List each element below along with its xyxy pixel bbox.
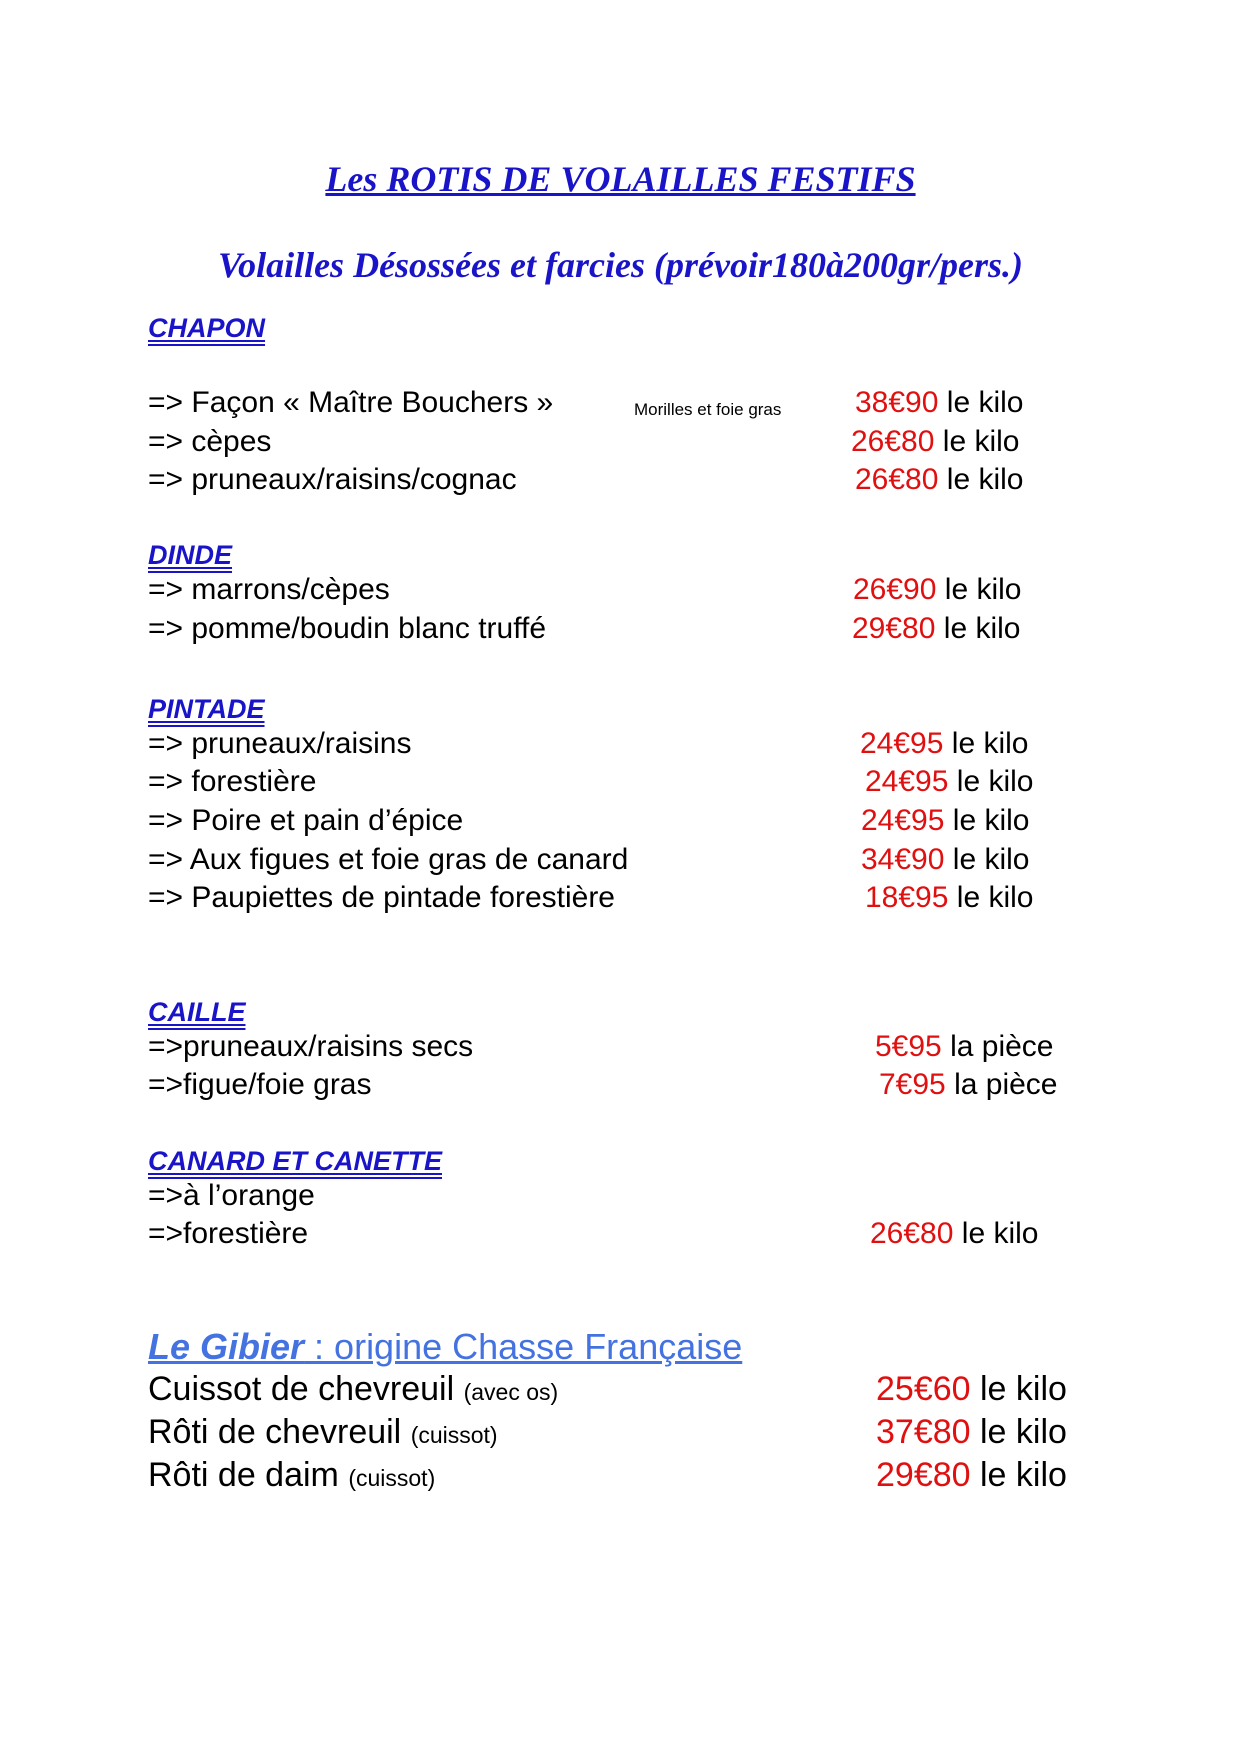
- section-heading-canard: CANARD ET CANETTE: [148, 1146, 442, 1176]
- menu-item: => Paupiettes de pintade forestière: [148, 881, 615, 914]
- menu-item: =>figue/foie gras: [148, 1068, 372, 1101]
- menu-item: => marrons/cèpes: [148, 573, 390, 606]
- item-price: 26€90 le kilo: [853, 573, 1022, 606]
- menu-item: => Poire et pain d’épice: [148, 804, 464, 837]
- item-price: 26€80 le kilo: [855, 463, 1024, 496]
- menu-item: =>à l’orange: [148, 1179, 315, 1212]
- item-price: 26€80 le kilo: [870, 1217, 1039, 1250]
- section-heading-chapon: CHAPON: [148, 313, 266, 343]
- menu-item: Cuissot de chevreuil (avec os): [148, 1370, 559, 1408]
- item-price: 29€80 le kilo: [876, 1456, 1067, 1494]
- item-price: 7€95 la pièce: [879, 1068, 1058, 1101]
- section-heading-pintade: PINTADE: [148, 694, 265, 724]
- menu-item: => pruneaux/raisins: [148, 727, 412, 760]
- item-price: 34€90 le kilo: [861, 843, 1030, 876]
- item-price: 25€60 le kilo: [876, 1370, 1067, 1408]
- menu-item: => Aux figues et foie gras de canard: [148, 843, 629, 876]
- menu-item: => forestière: [148, 765, 317, 798]
- menu-item: => cèpes: [148, 425, 272, 458]
- item-price: 24€95 le kilo: [861, 804, 1030, 837]
- item-price: 38€90 le kilo: [855, 386, 1024, 419]
- item-price: 29€80 le kilo: [852, 612, 1021, 645]
- menu-item: Rôti de daim (cuissot): [148, 1456, 436, 1494]
- item-price: 18€95 le kilo: [865, 881, 1034, 914]
- menu-item: => pruneaux/raisins/cognac: [148, 463, 517, 496]
- menu-item: =>pruneaux/raisins secs: [148, 1030, 474, 1063]
- item-price: 37€80 le kilo: [876, 1413, 1067, 1451]
- section-heading-gibier: Le Gibier : origine Chasse Française: [148, 1326, 743, 1367]
- item-price: 26€80 le kilo: [851, 425, 1020, 458]
- item-price: 5€95 la pièce: [875, 1030, 1054, 1063]
- item-price: 24€95 le kilo: [865, 765, 1034, 798]
- menu-item: =>forestière: [148, 1217, 309, 1250]
- menu-item: => Façon « Maître Bouchers »: [148, 386, 554, 419]
- menu-item: => pomme/boudin blanc truffé: [148, 612, 547, 645]
- menu-item: Rôti de chevreuil (cuissot): [148, 1413, 498, 1451]
- item-note: Morilles et foie gras: [634, 400, 782, 419]
- page-subtitle: Volailles Désossées et farcies (prévoir180à200gr/pers.): [218, 245, 1023, 285]
- section-heading-dinde: DINDE: [148, 540, 233, 570]
- section-heading-caille: CAILLE: [148, 997, 246, 1027]
- page-title: Les ROTIS DE VOLAILLES FESTIFS: [325, 159, 916, 199]
- item-price: 24€95 le kilo: [860, 727, 1029, 760]
